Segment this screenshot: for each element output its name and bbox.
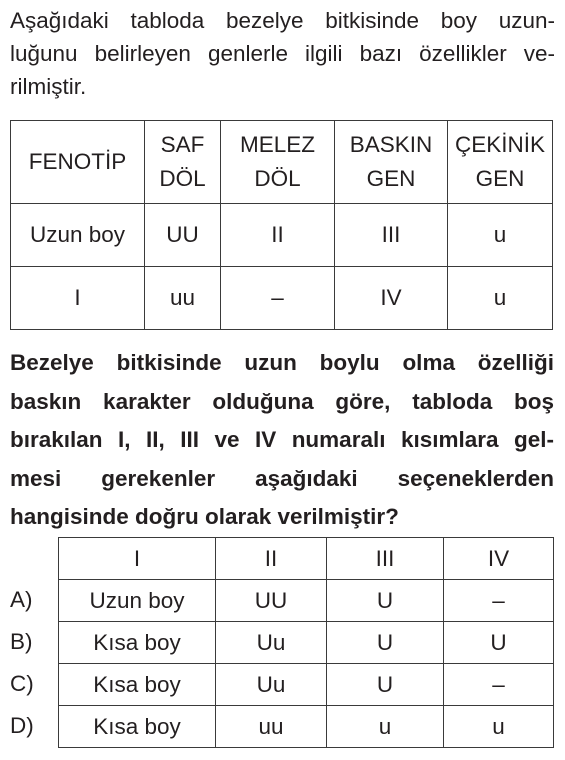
header-dominant-gene: BASKIN GEN <box>335 121 448 204</box>
table-cell: Uu <box>216 664 327 706</box>
table-cell: Kısa boy <box>59 622 216 664</box>
option-d-label[interactable]: D) <box>10 713 34 738</box>
table-cell: I <box>11 267 145 330</box>
answer-options-table <box>58 537 554 748</box>
table-cell: U <box>327 664 444 706</box>
table-cell: u <box>444 706 554 748</box>
header-phenotype: FENOTİP <box>11 121 145 204</box>
table-cell: Uu <box>216 622 327 664</box>
table-cell: U <box>327 580 444 622</box>
header-col-iv: IV <box>444 538 554 580</box>
question-line: baskın karakter olduğuna göre, tabloda boş <box>10 388 554 414</box>
table-cell: UU <box>145 204 221 267</box>
question-line: mesi gerekenler aşağıdaki seçeneklerden <box>10 465 554 491</box>
table-cell: u <box>448 204 553 267</box>
intro-line: rilmiştir. <box>10 74 87 99</box>
gene-info-table <box>10 120 553 330</box>
table-row <box>11 204 553 267</box>
table-cell: U <box>444 622 554 664</box>
header-pure-offspring: SAF DÖL <box>145 121 221 204</box>
option-row-b[interactable] <box>59 622 554 664</box>
header-col-ii: II <box>216 538 327 580</box>
table-header-row <box>59 538 554 580</box>
header-col-iii: III <box>327 538 444 580</box>
question-line: Bezelye bitkisinde uzun boylu olma özelliği <box>10 350 554 375</box>
table-cell: II <box>221 204 335 267</box>
table-cell: U <box>327 622 444 664</box>
table-cell: Kısa boy <box>59 706 216 748</box>
table-cell: Uzun boy <box>11 204 145 267</box>
table-cell: u <box>327 706 444 748</box>
table-cell: uu <box>145 267 221 330</box>
table-header-row <box>11 121 553 204</box>
option-row-a[interactable] <box>59 580 554 622</box>
option-a-label[interactable]: A) <box>10 587 33 612</box>
question-text <box>10 344 554 537</box>
table-cell: – <box>444 664 554 706</box>
table-row <box>11 267 553 330</box>
header-col-i: I <box>59 538 216 580</box>
intro-line: Aşağıdaki tabloda bezelye bitkisinde boy uzun- <box>10 8 555 33</box>
table-cell: uu <box>216 706 327 748</box>
option-row-c[interactable] <box>59 664 554 706</box>
question-line: hangisinde doğru olarak verilmiştir? <box>10 504 399 529</box>
intro-line: luğunu belirleyen genlerle ilgili bazı özellikler ve- <box>10 41 555 66</box>
table-cell: – <box>444 580 554 622</box>
table-cell: UU <box>216 580 327 622</box>
header-recessive-gene: ÇEKİNİK GEN <box>448 121 553 204</box>
table-cell: – <box>221 267 335 330</box>
table-cell: Kısa boy <box>59 664 216 706</box>
option-row-d[interactable] <box>59 706 554 748</box>
option-b-label[interactable]: B) <box>10 629 33 654</box>
table-cell: u <box>448 267 553 330</box>
header-hybrid-offspring: MELEZ DÖL <box>221 121 335 204</box>
table-cell: IV <box>335 267 448 330</box>
intro-paragraph <box>10 4 555 103</box>
option-c-label[interactable]: C) <box>10 671 34 696</box>
table-cell: III <box>335 204 448 267</box>
question-line: bırakılan I, II, III ve IV numaralı kısımlara gel- <box>10 427 554 452</box>
table-cell: Uzun boy <box>59 580 216 622</box>
